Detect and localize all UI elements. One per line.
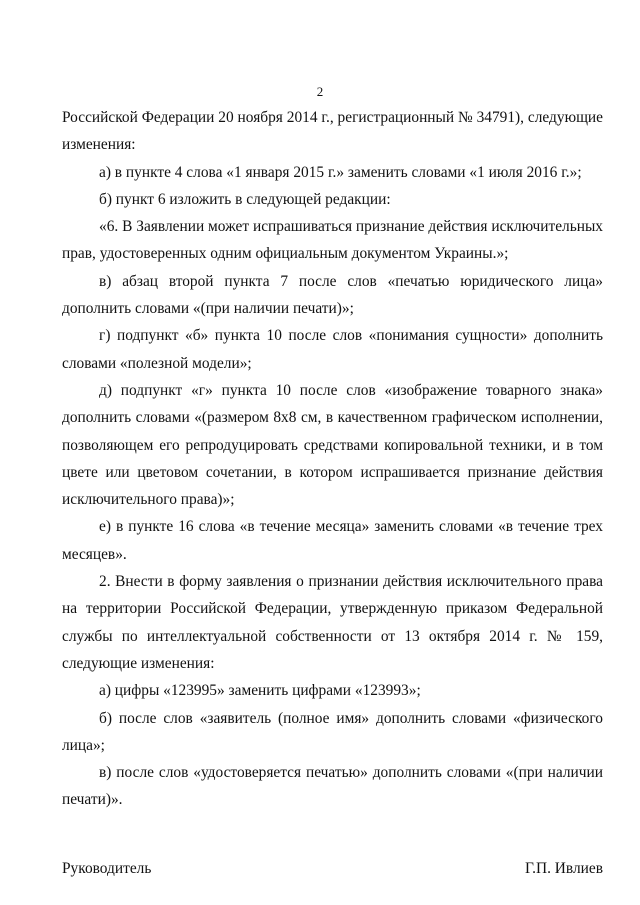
- paragraph-continuation: Российской Федерации 20 ноября 2014 г., регистрационный № 34791), следующие изменения:: [62, 109, 603, 154]
- signatory-name: Г.П. Ивлиев: [524, 860, 603, 877]
- paragraph-section-2: 2. Внести в форму заявления о признании действия исключительного права на территории Российской Федерации, утвержденную приказом Федеральной службы по интеллектуальной собственности от 13 октября 2014 г. № 159, следующие изменения:: [62, 573, 603, 672]
- paragraph-section-2-item-b: б) после слов «заявитель (полное имя» дополнить словами «физического лица»;: [62, 709, 603, 754]
- paragraph-section-2-item-v: в) после слов «удостоверяется печатью» дополнить словами «(при наличии печати)».: [62, 764, 603, 809]
- paragraph-item-b: б) пункт 6 изложить в следующей редакции:: [99, 190, 391, 208]
- paragraph-item-e: е) в пункте 16 слова «в течение месяца» заменить словами «в течение трех месяцев».: [62, 518, 603, 563]
- paragraph-quote-6: «6. В Заявлении может испрашиваться признание действия исключительных прав, удостоверенных одним официальным документом Украины.»;: [62, 218, 603, 263]
- document-body: [62, 104, 603, 814]
- paragraph-item-v: в) абзац второй пункта 7 после слов «печатью юридического лица» дополнить словами «(при наличии печати)»;: [62, 272, 603, 318]
- paragraph-item-d: д) подпункт «г» пункта 10 после слов «изображение товарного знака» дополнить словами «(размером 8х8 см, в качественном графическом исполнении, позволяющем его репродуцировать средствами копировальной техники, и в том цвете или цветовом сочетании, в котором испрашивается признание действия исключительного права)»;: [62, 381, 603, 509]
- paragraph-item-g: г) подпункт «б» пункта 10 после слов «понимания сущности» дополнить словами «полезной модели»;: [62, 327, 603, 372]
- paragraph-item-a: а) в пункте 4 слова «1 января 2015 г.» заменить словами «1 июля 2016 г.»;: [99, 163, 582, 181]
- paragraph-section-2-item-a: а) цифры «123995» заменить цифрами «123993»;: [99, 682, 421, 700]
- signature-block: [62, 860, 603, 878]
- page-number: 2: [316, 84, 324, 99]
- signatory-position: Руководитель: [62, 860, 152, 877]
